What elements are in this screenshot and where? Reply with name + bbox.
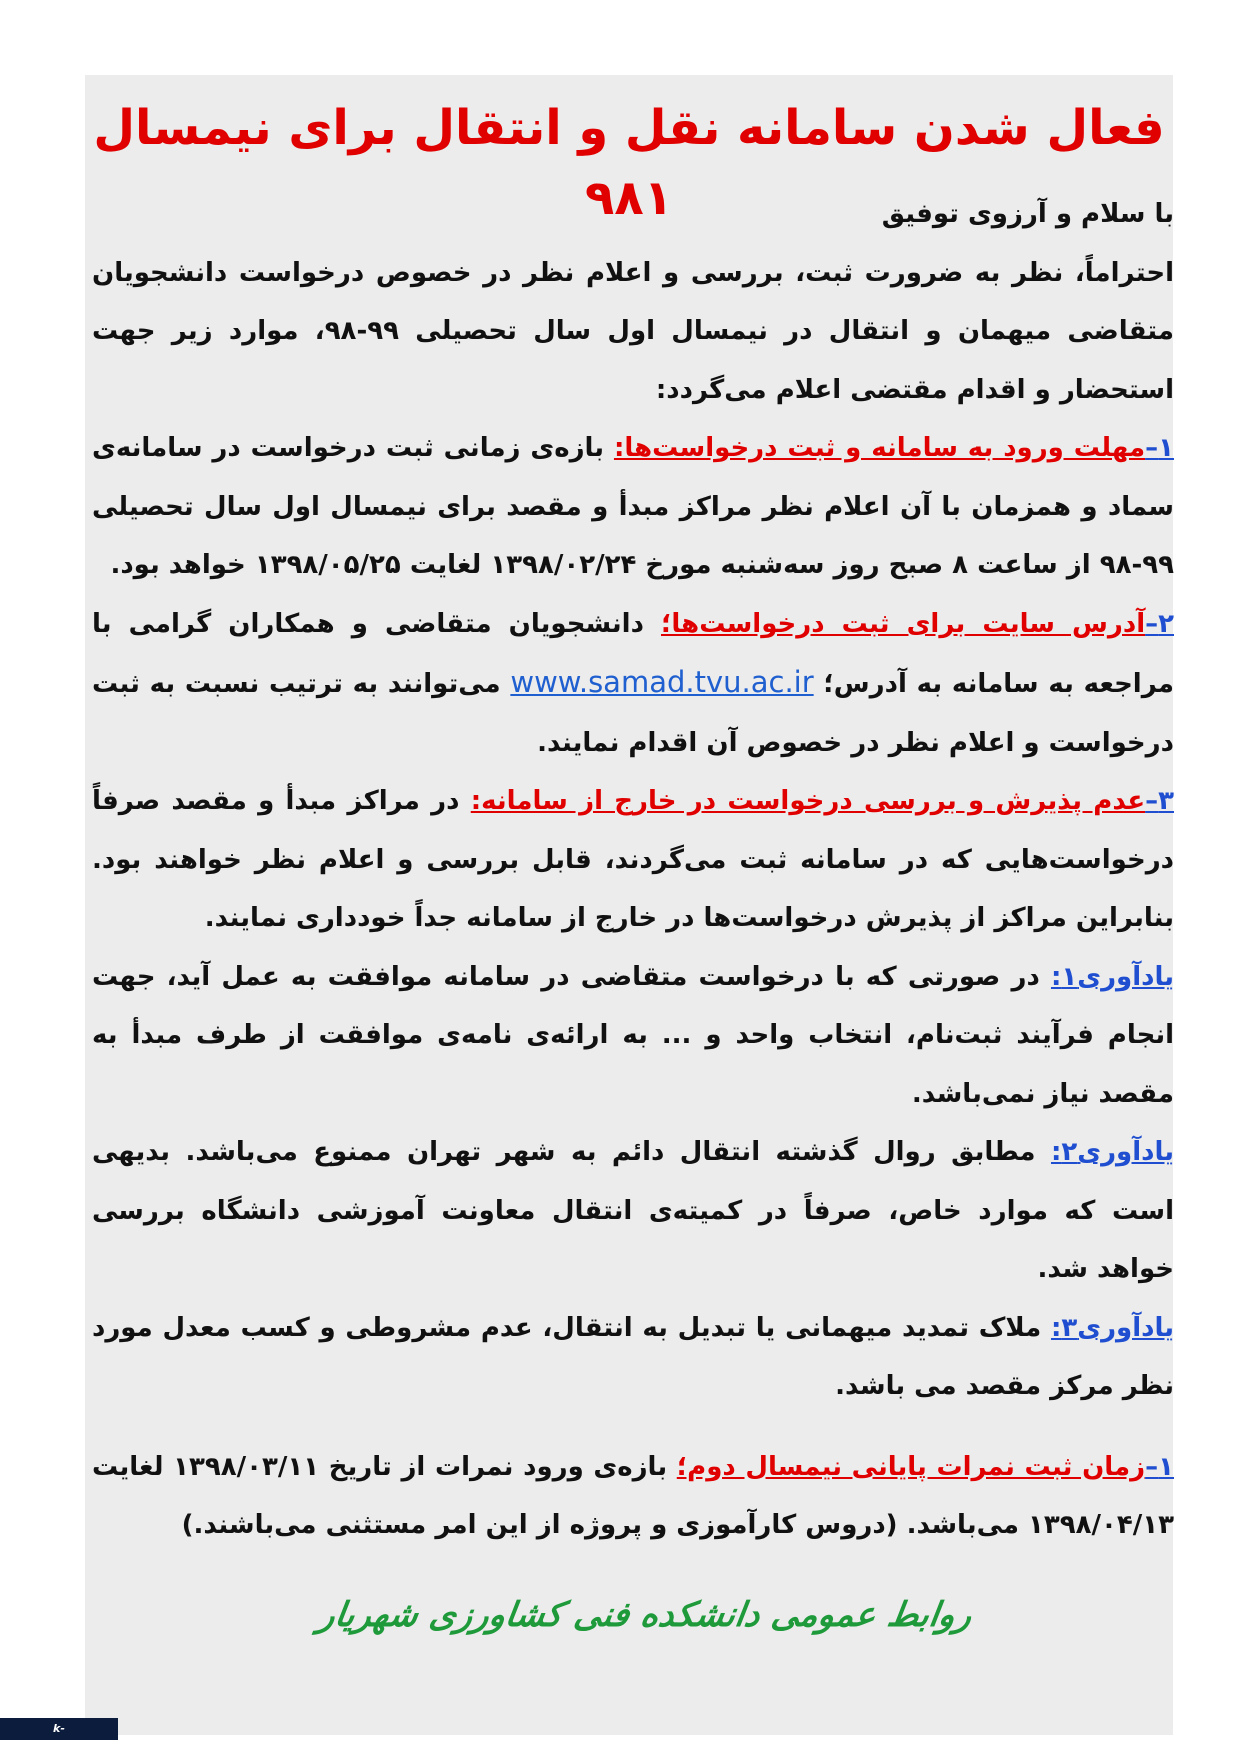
item-number: ۲– (1145, 608, 1174, 639)
document-page (85, 75, 1173, 1735)
samad-site-link[interactable]: www.samad.tvu.ac.ir (510, 665, 814, 699)
item-3 (92, 772, 1174, 948)
document-title: فعال شدن سامانه نقل و انتقال برای نیمسال ۹۸۱ (93, 100, 1165, 226)
item-number: ۱– (1145, 433, 1174, 463)
spacer (92, 1416, 1174, 1438)
item-text: دانشجویان متقاضی و همکاران گرامی با مراجعه به سامانه به آدرس؛ (92, 608, 1174, 699)
item-number: ۱– (1145, 1451, 1174, 1482)
item-text: در مراکز مبدأ و مقصد صرفاً درخواست‌هایی که در سامانه ثبت می‌گردند، قابل بررسی و اعلام نظر خواهند بود. بنابراین مراکز از پذیرش درخواست‌ها در خارج از سامانه جداً خودداری نمایند. (92, 786, 1174, 933)
item-text: بازه‌ی زمانی ثبت درخواست در سامانه‌ی سماد و همزمان با آن اعلام نظر مراکز مبدأ و مقصد برای نیمسال اول سال تحصیلی ۹۹-۹۸ از ساعت ۸ صبح روز سه‌شنبه مورخ ۱۳۹۸/۰۲/۲۴ لغایت ۱۳۹۸/۰۵/۲۵ خواهد بود. (92, 433, 1174, 580)
final-item (92, 1438, 1174, 1555)
intro-paragraph: احتراماً، نظر به ضرورت ثبت، بررسی و اعلام نظر در خصوص درخواست دانشجویان متقاضی میهمان و انتقال در نیمسال اول سال تحصیلی ۹۹-۹۸، موارد زیر جهت استحضار و اقدام مقتضی اعلام می‌گردد: (92, 257, 1174, 405)
item-heading: مهلت ورود به سامانه و ثبت درخواست‌ها: (613, 433, 1146, 463)
item-2 (92, 595, 1174, 773)
note-text: در صورتی که با درخواست متقاضی در سامانه موافقت به عمل آید، جهت انجام فرآیند ثبت‌نام، انتخاب واحد و ... به ارائه‌ی نامه‌ی موافقت از طرف مبدأ به مقصد نیاز نمی‌باشد. (92, 961, 1174, 1109)
note-3 (92, 1299, 1174, 1416)
note-1 (92, 948, 1174, 1124)
greeting: با سلام و آرزوی توفیق (881, 199, 1174, 229)
note-text: ملاک تمدید میهمانی یا تبدیل به انتقال، عدم مشروطی و کسب معدل مورد نظر مرکز مقصد می باشد. (92, 1312, 1174, 1401)
note-label: یادآوری۱: (1050, 961, 1174, 992)
item-text: می‌توانند به ترتیب نسبت به ثبت درخواست و اعلام نظر در خصوص آن اقدام نمایند. (92, 669, 1174, 758)
note-label: یادآوری۲: (1050, 1137, 1174, 1167)
public-relations-signature: روابط عمومی دانشکده فنی کشاورزی شهریار (315, 1595, 975, 1635)
note-label: یادآوری۳: (1050, 1312, 1174, 1343)
note-text: مطابق روال گذشته انتقال دائم به شهر تهران ممنوع می‌باشد. بدیهی است که موارد خاص، صرفاً در کمیته‌ی انتقال معاونت آموزشی دانشگاه بررسی خواهد شد. (92, 1137, 1174, 1284)
note-2 (92, 1123, 1174, 1299)
item-1 (92, 419, 1174, 595)
item-heading: زمان ثبت نمرات پایانی نیمسال دوم؛ (676, 1451, 1146, 1482)
item-heading: عدم پذیرش و بررسی درخواست در خارج از سامانه: (470, 786, 1146, 816)
item-text: بازه‌ی ورود نمرات از تاریخ ۱۳۹۸/۰۳/۱۱ لغایت ۱۳۹۸/۰۴/۱۳ می‌باشد. (دروس کارآموزی و پروژه از این امر مستثنی می‌باشند.) (92, 1451, 1174, 1540)
site-watermark: k-shahryar.tvu.ac.ir (0, 1718, 118, 1740)
document-body (92, 185, 1174, 1555)
item-number: ۳– (1145, 786, 1174, 816)
item-heading: آدرس سایت برای ثبت درخواست‌ها؛ (661, 608, 1146, 639)
